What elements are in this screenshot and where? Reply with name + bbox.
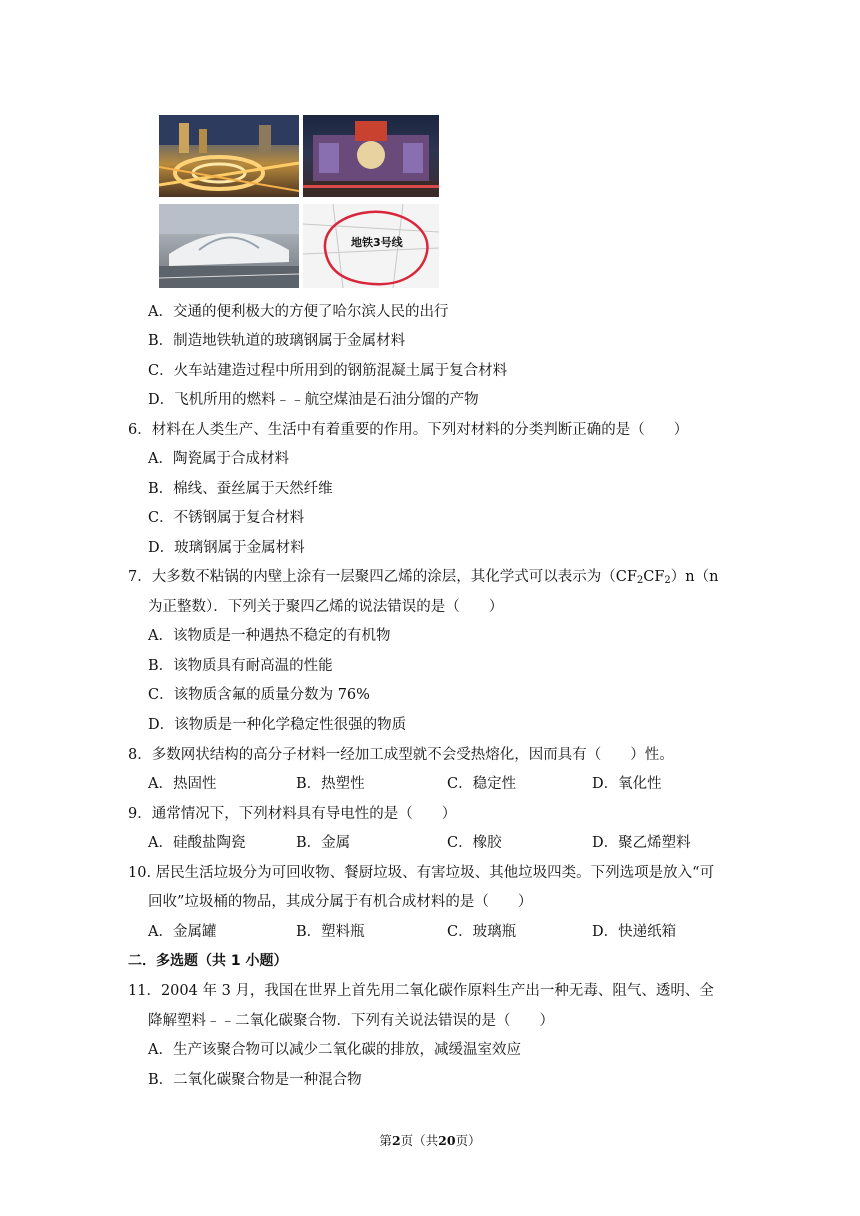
railway-station-photo	[303, 115, 439, 197]
subway-line3-map	[303, 204, 439, 288]
q8-options	[148, 774, 708, 794]
q11-stem-line2: 降解塑料﹣﹣二氧化碳聚合物．下列有关说法错误的是（ ）	[148, 1013, 554, 1029]
q7-option-c: C．该物质含氟的质量分数为 76%	[148, 687, 370, 703]
q9-option-d: D．聚乙烯塑料	[592, 835, 691, 851]
q8-option-a: A．热固性	[148, 776, 217, 792]
q5-option-a: A．交通的便利极大的方便了哈尔滨人民的出行	[148, 304, 449, 320]
q10-stem-line2: 回收”垃圾桶的物品，其成分属于有机合成材料的是（ ）	[148, 894, 533, 910]
q6-stem: 6．材料在人类生产、生活中有着重要的作用。下列对材料的分类判断正确的是（ ）	[128, 422, 689, 438]
q8-option-b: B．热塑性	[296, 776, 365, 792]
q9-option-a: A．硅酸盐陶瓷	[148, 835, 246, 851]
q6-option-c: C．不锈钢属于复合材料	[148, 510, 305, 526]
q7-option-a: A．该物质是一种遇热不稳定的有机物	[148, 628, 391, 644]
q10-options	[148, 922, 708, 942]
q10-option-c: C．玻璃瓶	[447, 924, 517, 940]
q7-option-d: D．该物质是一种化学稳定性很强的物质	[148, 717, 407, 733]
q6-option-a: A．陶瓷属于合成材料	[148, 451, 289, 467]
q5-option-d: D．飞机所用的燃料﹣﹣航空煤油是石油分馏的产物	[148, 392, 479, 408]
q9-option-c: C．橡胶	[447, 835, 502, 851]
q7-stem-line1: 7．大多数不粘锅的内壁上涂有一层聚四乙烯的涂层，其化学式可以表示为$(CF_2CF_2)n(n$	[128, 569, 719, 586]
section-heading: 二．多选题（共 1 小题）	[128, 953, 288, 969]
q11-stem-line1: 11．2004 年 3 月，我国在世界上首先用二氧化碳作原料生产出一种无毒、阻气、透明、全	[128, 983, 714, 999]
q8-stem: 8．多数网状结构的高分子材料一经加工成型就不会受热熔化，因而具有（ ）性。	[128, 747, 674, 763]
q10-option-a: A．金属罐	[148, 924, 217, 940]
q5-option-c: C．火车站建造过程中所用到的钢筋混凝土属于复合材料	[148, 363, 508, 379]
page-total: 20	[438, 1133, 456, 1148]
q7-option-b: B．该物质具有耐高温的性能	[148, 658, 333, 674]
q11-option-a: A．生产该聚合物可以减少二氧化碳的排放，减缓温室效应	[148, 1042, 521, 1058]
page-footer: 第2页（共20页）	[379, 1133, 481, 1148]
q9-options	[148, 833, 708, 853]
q6-option-b: B．棉线、蚕丝属于天然纤维	[148, 481, 333, 497]
q10-option-d: D．快递纸箱	[592, 924, 677, 940]
q9-stem: 9．通常情况下，下列材料具有导电性的是（ ）	[128, 806, 457, 822]
map-label: 地铁3号线	[351, 236, 403, 249]
city-interchange-photo	[159, 115, 299, 197]
q8-option-c: C．稳定性	[447, 776, 517, 792]
q10-option-b: B．塑料瓶	[296, 924, 365, 940]
q9-option-b: B．金属	[296, 835, 351, 851]
q5-option-b: B．制造地铁轨道的玻璃钢属于金属材料	[148, 333, 406, 349]
q8-option-d: D．氧化性	[592, 776, 662, 792]
q10-stem-line1: 10. 居民生活垃圾分为可回收物、餐厨垃圾、有害垃圾、其他垃圾四类。下列选项是放入“可	[128, 865, 715, 881]
page-number: 2	[391, 1133, 401, 1148]
q7-stem-line2: 为正整数）．下列关于聚四乙烯的说法错误的是（ ）	[148, 599, 504, 615]
airport-terminal-photo	[159, 204, 299, 288]
q6-option-d: D．玻璃钢属于金属材料	[148, 540, 305, 556]
q11-option-b: B．二氧化碳聚合物是一种混合物	[148, 1072, 362, 1088]
